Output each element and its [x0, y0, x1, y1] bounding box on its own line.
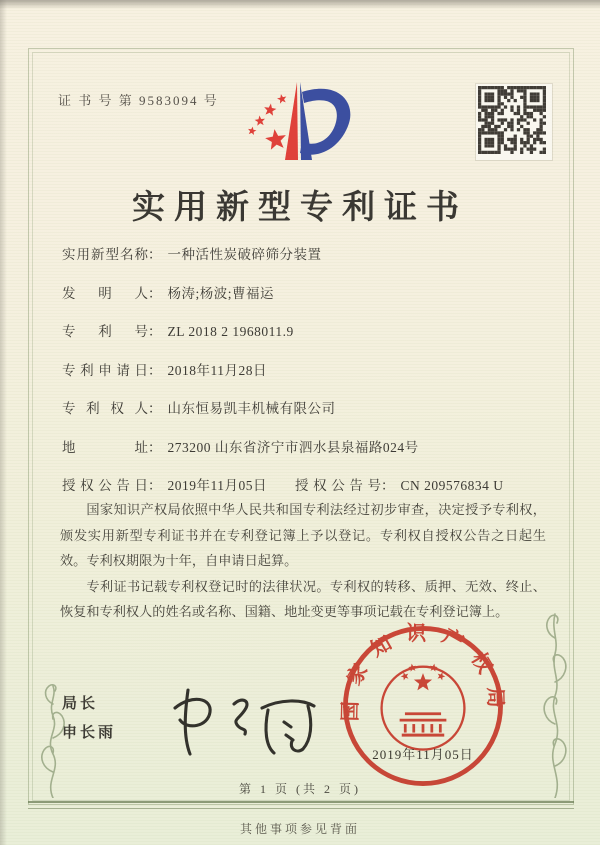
- field-row-patentee: 专利权人： 山东恒易凯丰机械有限公司: [62, 397, 542, 419]
- certificate-title: 实用新型专利证书: [132, 190, 468, 226]
- field-value: ZL 2018 2 1968011.9: [167, 324, 294, 339]
- commissioner-name: 申长雨: [62, 725, 117, 741]
- commissioner-title: 局长: [62, 696, 99, 712]
- page-number: 第 1 页 (共 2 页): [239, 782, 361, 796]
- field-value: 2019年11月05日: [167, 478, 267, 493]
- back-side-note: 其他事项参见背面: [239, 822, 360, 836]
- official-seal: [338, 621, 508, 791]
- field-row-grant: 授权公告日： 2019年11月05日 授权公告号： CN 209576834 U: [62, 474, 542, 496]
- grant-number-group: 授权公告号： CN 209576834 U: [295, 474, 504, 494]
- field-label: 授权公告日: [62, 478, 148, 493]
- logo-stars: [248, 94, 286, 150]
- field-label: 地址: [62, 439, 148, 455]
- field-value: 273200 山东省济宁市泗水县泉福路024号: [167, 439, 419, 455]
- field-row-filing-date: 专利申请日： 2018年11月28日: [62, 359, 542, 381]
- field-value: 山东恒易凯丰机械有限公司: [167, 401, 336, 416]
- legal-text: [60, 497, 546, 625]
- field-row-name: 实用新型名称： 一种活性炭破碎筛分装置: [62, 243, 542, 265]
- logo-p-bowl: [300, 89, 350, 155]
- qr-code-svg: [478, 86, 546, 154]
- field-label: 专利权人: [62, 401, 148, 416]
- field-value: 杨涛;杨波;曹福运: [167, 285, 275, 301]
- legal-paragraph-2: 专利证书记载专利权登记时的法律状况。专利权的转移、质押、无效、终止、恢复和专利权人的姓名或名称、国籍、地址变更等事项记载在专利登记簿上。: [60, 578, 546, 619]
- field-label: 授权公告号: [295, 478, 381, 493]
- qr-code: [476, 84, 552, 160]
- certificate-number: 证 书 号 第 9583094 号: [58, 93, 219, 108]
- field-value: 2018年11月28日: [167, 362, 267, 378]
- field-value: 一种活性炭破碎筛分装置: [167, 247, 322, 262]
- certificate-fields: [62, 243, 542, 513]
- cnipa-logo-icon: [238, 68, 362, 182]
- seal-national-emblem: [400, 664, 447, 737]
- field-label: 发明人: [62, 285, 148, 301]
- signature-svg: [160, 676, 320, 762]
- seal-date: 2019年11月05日: [372, 747, 474, 762]
- field-row-address: 地址： 273200 山东省济宁市泗水县泉福路024号: [62, 436, 542, 458]
- signature-icon: [160, 676, 320, 762]
- official-seal-svg: [338, 621, 508, 791]
- field-value: CN 209576834 U: [400, 478, 504, 493]
- field-label: 专利号: [62, 324, 148, 339]
- field-label: 专利申请日: [62, 362, 148, 378]
- svg-text:国家知识产权局: [339, 622, 507, 722]
- seal-circular-text: 国家知识产权局: [339, 622, 507, 722]
- bottom-double-rule: [28, 801, 574, 809]
- cnipa-logo-svg: [238, 68, 362, 182]
- field-row-inventor: 发明人： 杨涛;杨波;曹福运: [62, 282, 542, 304]
- field-row-patent-number: 专利号： ZL 2018 2 1968011.9: [62, 320, 542, 342]
- field-label: 实用新型名称: [62, 247, 148, 262]
- legal-paragraph-1: 国家知识产权局依照中华人民共和国专利法经过初步审查，决定授予专利权，颁发实用新型专利证书并在专利登记簿上予以登记。专利权自授权公告之日起生效。专利权期限为十年，自申请日起算。: [60, 502, 546, 568]
